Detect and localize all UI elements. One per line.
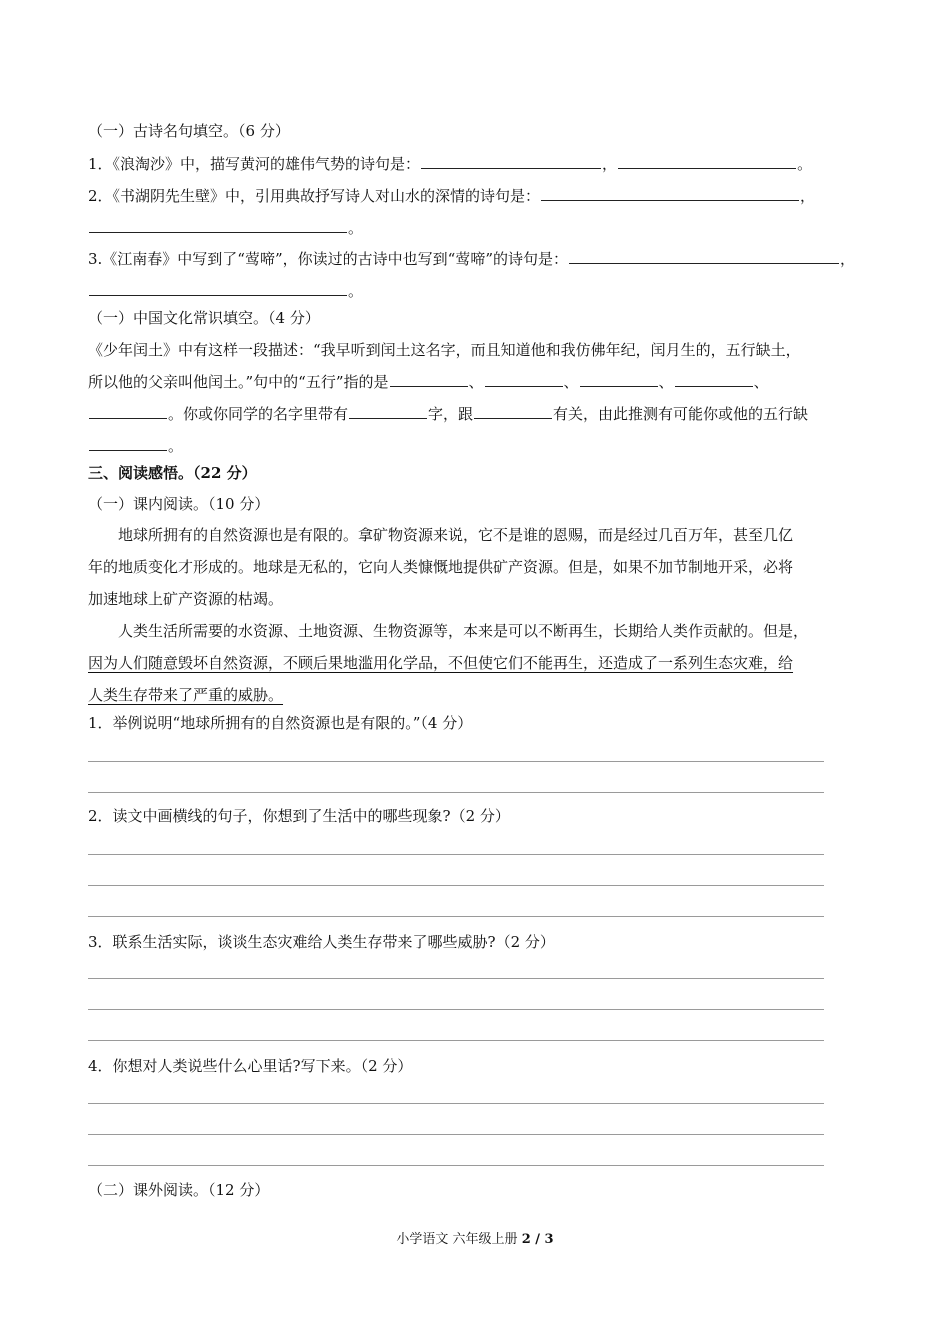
answer-blank[interactable] [89, 281, 347, 296]
answer-blank[interactable] [618, 154, 796, 169]
question-text: 有关，由此推测有可能你或他的五行缺 [553, 405, 809, 423]
answer-blank[interactable] [390, 372, 468, 387]
question-text: 所以他的父亲叫他闰土。”句中的“五行”指的是 [88, 373, 389, 391]
separator: 、 [468, 373, 484, 391]
question-text: 1．《浪淘沙》中，描写黄河的雄伟气势的诗句是： [88, 155, 421, 173]
answer-blank[interactable] [349, 404, 427, 419]
culture-text-line-1: 《少年闰土》中有这样一段描述：“我早听到闰土这名字，而且知道他和我仿佛年纪，闰月生的，五行缺土， [88, 341, 801, 359]
question-text: 3.《江南春》中写到了“莺啼”，你读过的古诗中也写到“莺啼”的诗句是： [88, 250, 568, 268]
separator: 、 [563, 373, 579, 391]
passage-underlined-line-1: 因为人们随意毁坏自然资源，不顾后果地滥用化学品，不但使它们不能再生，还造成了一系列生态灾难，给 [88, 654, 794, 672]
extracurricular-reading-heading: （二）课外阅读。（12 分） [88, 1181, 270, 1199]
reading-question-2: 2．读文中画横线的句子，你想到了生活中的哪些现象?（2 分） [88, 807, 510, 825]
culture-section-heading: （一）中国文化常识填空。（4 分） [88, 309, 320, 327]
footer-subject: 小学语文 六年级上册 [396, 1232, 518, 1247]
answer-blank[interactable] [485, 372, 563, 387]
period: 。 [348, 282, 364, 300]
page-footer [0, 1228, 950, 1247]
poetry-question-3-cont [88, 281, 363, 301]
page-number: 2 / 3 [521, 1232, 554, 1247]
poetry-section-heading: （一）古诗名句填空。（6 分） [88, 122, 290, 140]
answer-blank[interactable] [675, 372, 753, 387]
answer-blank[interactable] [474, 404, 552, 419]
period: 。 [348, 219, 364, 237]
answer-line[interactable] [88, 885, 824, 886]
answer-blank[interactable] [89, 218, 347, 233]
answer-line[interactable] [88, 1165, 824, 1166]
answer-line[interactable] [88, 792, 824, 793]
poetry-question-2 [88, 186, 815, 206]
separator: ， [840, 250, 856, 268]
question-text: 字，跟 [428, 405, 474, 423]
reading-question-4: 4．你想对人类说些什么心里话?写下来。（2 分） [88, 1057, 413, 1075]
poetry-question-1 [88, 154, 812, 174]
culture-text-line-4 [88, 436, 183, 456]
passage-underlined-line-2: 人类生存带来了严重的威胁。 [88, 686, 284, 704]
poetry-question-2-cont [88, 218, 363, 238]
answer-blank[interactable] [569, 249, 839, 264]
question-text: 。你或你同学的名字里带有 [168, 405, 349, 423]
answer-line[interactable] [88, 978, 824, 979]
answer-blank[interactable] [421, 154, 601, 169]
in-class-reading-heading: （一）课内阅读。（10 分） [88, 495, 270, 513]
passage-paragraph-1-line-2: 年的地质变化才形成的。地球是无私的，它向人类慷慨地提供矿产资源。但是，如果不加节制地开采，必将 [88, 558, 794, 576]
separator: 、 [753, 373, 769, 391]
poetry-question-3 [88, 249, 855, 269]
reading-question-3: 3．联系生活实际，谈谈生态灾难给人类生存带来了哪些威胁?（2 分） [88, 933, 555, 951]
answer-line[interactable] [88, 1103, 824, 1104]
answer-line[interactable] [88, 1009, 824, 1010]
separator: ， [602, 155, 618, 173]
question-text: 2．《书湖阴先生壁》中，引用典故抒写诗人对山水的深情的诗句是： [88, 187, 541, 205]
answer-line[interactable] [88, 761, 824, 762]
answer-line[interactable] [88, 1040, 824, 1041]
passage-paragraph-1-line-3: 加速地球上矿产资源的枯竭。 [88, 590, 284, 608]
separator: 、 [658, 373, 674, 391]
answer-line[interactable] [88, 854, 824, 855]
answer-line[interactable] [88, 916, 824, 917]
separator: ， [800, 187, 816, 205]
passage-paragraph-1-line-1: 地球所拥有的自然资源也是有限的。拿矿物资源来说，它不是谁的恩赐，而是经过几百万年，甚至几亿 [118, 526, 794, 544]
reading-question-1: 1．举例说明“地球所拥有的自然资源也是有限的。”（4 分） [88, 714, 473, 732]
culture-text-line-2 [88, 372, 769, 392]
period: 。 [797, 155, 813, 173]
answer-blank[interactable] [580, 372, 658, 387]
answer-blank[interactable] [541, 186, 799, 201]
answer-blank[interactable] [89, 404, 167, 419]
answer-blank[interactable] [89, 436, 167, 451]
culture-text-line-3 [88, 404, 808, 424]
passage-paragraph-2-line-1: 人类生活所需要的水资源、土地资源、生物资源等，本来是可以不断再生，长期给人类作贡献的。但是， [118, 622, 809, 640]
period: 。 [168, 437, 184, 455]
reading-section-heading: 三、阅读感悟。（22 分） [88, 464, 257, 482]
answer-line[interactable] [88, 1134, 824, 1135]
